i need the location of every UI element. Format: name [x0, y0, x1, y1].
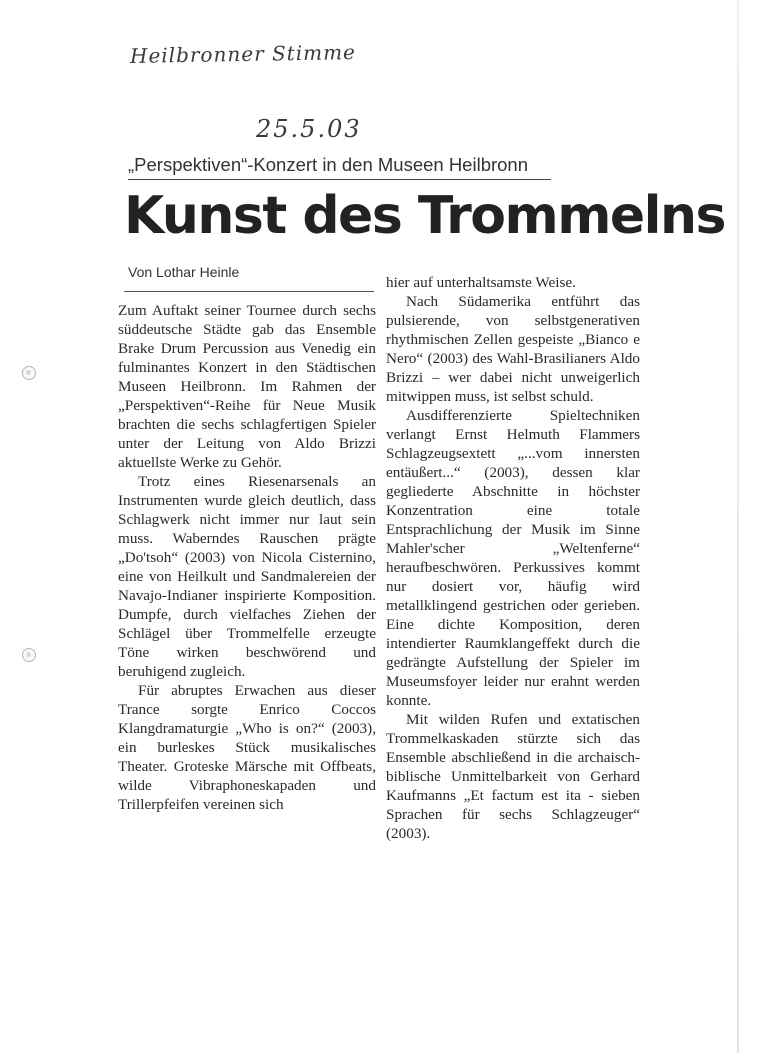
byline-divider: [124, 291, 374, 292]
article-headline: Kunst des Trommelns: [124, 186, 725, 246]
scan-page-edge: [737, 0, 739, 1053]
article-paragraph: Ausdifferenzierte Spieltechniken verlangt Ernst Helmuth Flammers Schlagzeugsextett „...vom innersten entäußert...“ (2003), dessen klar gegliederte Abschnitte in höchster Konzentration eine totale Entsprachlichung der Musik im Sinne Mahler'scher „Weltenferne“ heraufbeschwören. Perkussives kommt nur dosiert vor, häufig wird metallklingend gestrichen oder gerieben. Eine dichte Komposition, deren intendierter Raumklangeffekt durch die gedrängte Aufstellung der Spieler im Museumsfoyer leider nur erahnt werden konnte.: [386, 407, 640, 709]
article-column-right: [386, 273, 640, 843]
article-paragraph: Zum Auftakt seiner Tournee durch sechs süddeutsche Städte gab das Ensemble Brake Drum Percussion aus Venedig ein fulminantes Konzert in den Städtischen Museen Heilbronn. Im Rahmen der „Perspektiven“-Reihe für Neue Musik brachten die sechs schlagfertigen Spieler unter der Leitung von Aldo Brizzi aktuellste Werke zu Gehör.: [118, 302, 376, 471]
handwritten-date-note: 25.5.03: [256, 115, 362, 143]
article-byline: Von Lothar Heinle: [128, 264, 240, 280]
article-kicker: „Perspektiven“-Konzert in den Museen Heilbronn: [128, 154, 551, 180]
handwritten-source-note: Heilbronner Stimme: [129, 40, 357, 68]
punch-hole-top: [22, 366, 36, 380]
article-column-left: [118, 301, 376, 814]
article-paragraph-continuation: hier auf unterhaltsamste Weise.: [386, 274, 576, 291]
article-paragraph: Für abruptes Erwachen aus dieser Trance sorgte Enrico Coccos Klangdramaturgie „Who is on?“ (2003), ein burleskes Stück musikalisches Theater. Groteske Märsche mit Offbeats, wilde Vibraphoneskapaden und Trillerpfeifen vereinen sich: [118, 682, 376, 813]
article-paragraph: Mit wilden Rufen und extatischen Trommelkaskaden stürzte sich das Ensemble abschließend in die archaisch-biblische Unmittelbarkeit von Gerhard Kaufmanns „Et factum est ita - sieben Sprachen für sechs Schlagzeuger“ (2003).: [386, 711, 640, 842]
punch-hole-bottom: [22, 648, 36, 662]
article-paragraph: Nach Südamerika entführt das pulsierende, von selbstgenerativen rhythmischen Zellen gespeiste „Bianco e Nero“ (2003) des Wahl-Brasilianers Aldo Brizzi – wer dabei nicht unweigerlich mitwippen muss, ist selbst schuld.: [386, 293, 640, 405]
article-paragraph: Trotz eines Riesenarsenals an Instrumenten wurde gleich deutlich, dass Schlagwerk nicht immer nur laut sein muss. Waberndes Rauschen prägte „Do'tsoh“ (2003) von Nicola Cisternino, eine von Heilkult und Sandmalereien der Navajo-Indianer inspirierte Komposition. Dumpfe, durch vielfaches Ziehen der Schlägel über Trommelfelle erzeugte Töne wirken beschwörend und beruhigend zugleich.: [118, 473, 376, 680]
